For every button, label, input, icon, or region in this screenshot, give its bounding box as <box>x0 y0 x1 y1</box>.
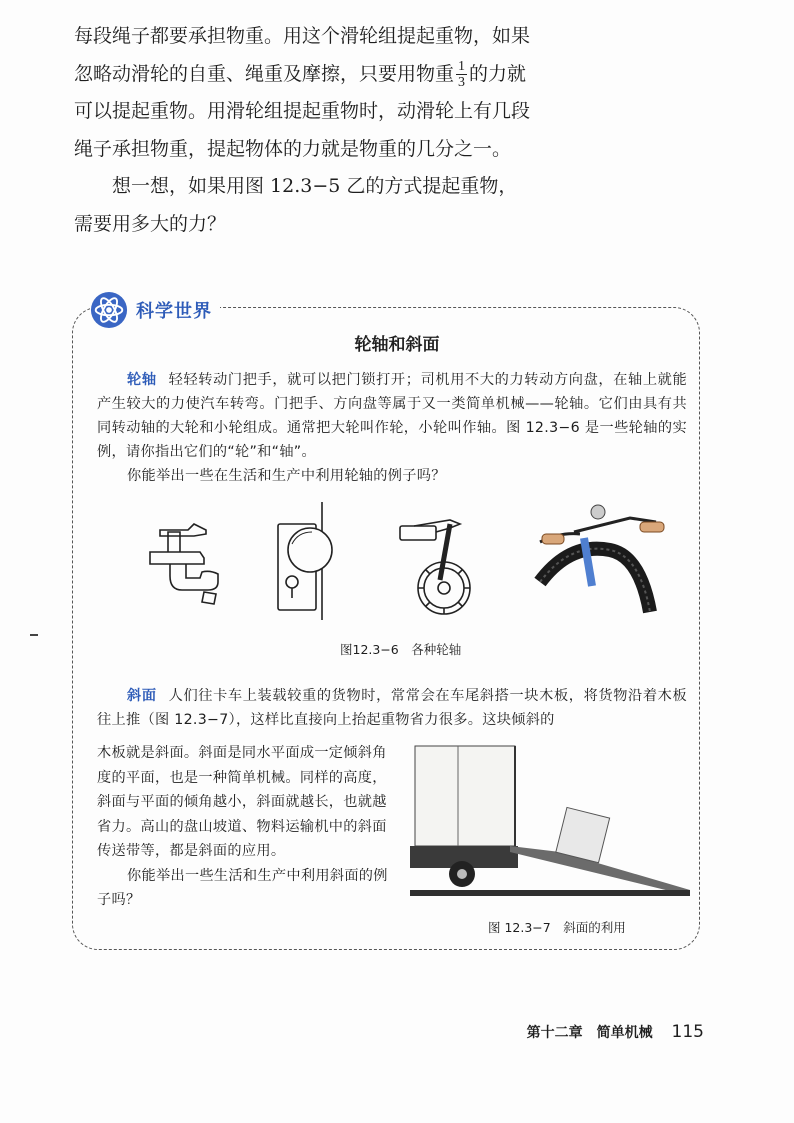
fraction-numerator: 1 <box>458 59 466 74</box>
fraction-one-third <box>456 59 467 90</box>
figure-wheel-axles <box>120 512 680 622</box>
slope-keyword: 斜面 <box>127 688 157 704</box>
fraction-denominator: 3 <box>458 75 466 90</box>
figure-6-caption: 图12.3−6 各种轮轴 <box>340 642 462 657</box>
page-footer <box>527 1022 704 1042</box>
paragraph-1-line-1: 每段绳子都要承担物重。用这个滑轮组提起重物，如果 <box>74 25 531 47</box>
slope-question: 你能举出一些生活和生产中利用斜面的例子吗？ <box>97 867 388 908</box>
slope-text-top: 人们往卡车上装载较重的货物时，常常会在车尾斜搭一块木板，将货物沿着木板往上推（图 12.3−7），这样比直接向上抬起重物省力很多。这块倾斜的 <box>97 688 687 728</box>
box-title: 轮轴和斜面 <box>354 335 440 355</box>
faucet-icon <box>130 512 240 612</box>
chapter-title: 第十二章 简单机械 <box>526 1025 653 1041</box>
paragraph-1-rest: 可以提起重物。用滑轮组提起重物时，动滑轮上有几段绳子承担物重，提起物体的力就是物重的几分之一。 <box>74 100 531 160</box>
text-span: 忽略动滑轮的自重、绳重及摩擦，只要用物重 <box>74 62 455 85</box>
page-number: 115 <box>671 1022 704 1042</box>
text-span: 的力就 <box>469 62 527 85</box>
wheel-axle-keyword: 轮轴 <box>127 372 157 388</box>
truck-ramp-illustration <box>410 740 690 900</box>
margin-mark <box>30 634 38 636</box>
slope-paragraph-top <box>97 684 687 732</box>
section-label: 科学世界 <box>136 301 212 322</box>
wheel-axle-text: 轻轻转动门把手，就可以把门锁打开；司机用不大的力转动方向盘，在轴上就能产生较大的力使汽车转弯。门把手、方向盘等属于又一类简单机械——轮轴。它们由具有共同转动轴的大轮和小轮组成。通常把大轮叫作轮，小轮叫作轴。图 12.3−6 是一些轮轴的实例，请你指出它们的“轮”和“轴”。 <box>97 372 687 460</box>
door-knob-icon <box>270 502 350 622</box>
wheel-axle-paragraph <box>97 368 687 488</box>
wheel-axle-question: 你能举出一些在生活和生产中利用轮轴的例子吗？ <box>127 468 446 484</box>
main-text <box>74 18 534 243</box>
bicycle-handlebar-icon <box>530 502 680 617</box>
paragraph-2: 想一想，如果用图 12.3−5 乙的方式提起重物，需要用多大的力？ <box>74 175 518 235</box>
atom-icon <box>90 291 128 329</box>
bicycle-crank-icon <box>390 510 490 620</box>
slope-text-side: 木板就是斜面。斜面是同水平面成一定倾斜角度的平面，也是一种简单机械。同样的高度，斜面与平面的倾角越小，斜面就越长，也就越省力。高山的盘山坡道、物料运输机中的斜面传送带等，都是斜面的应用。 <box>97 745 387 859</box>
science-world-header <box>90 291 220 329</box>
paragraph-1-line-2 <box>74 56 534 94</box>
figure-7-caption: 图 12.3−7 斜面的利用 <box>488 920 626 935</box>
slope-paragraph-side <box>97 741 397 913</box>
